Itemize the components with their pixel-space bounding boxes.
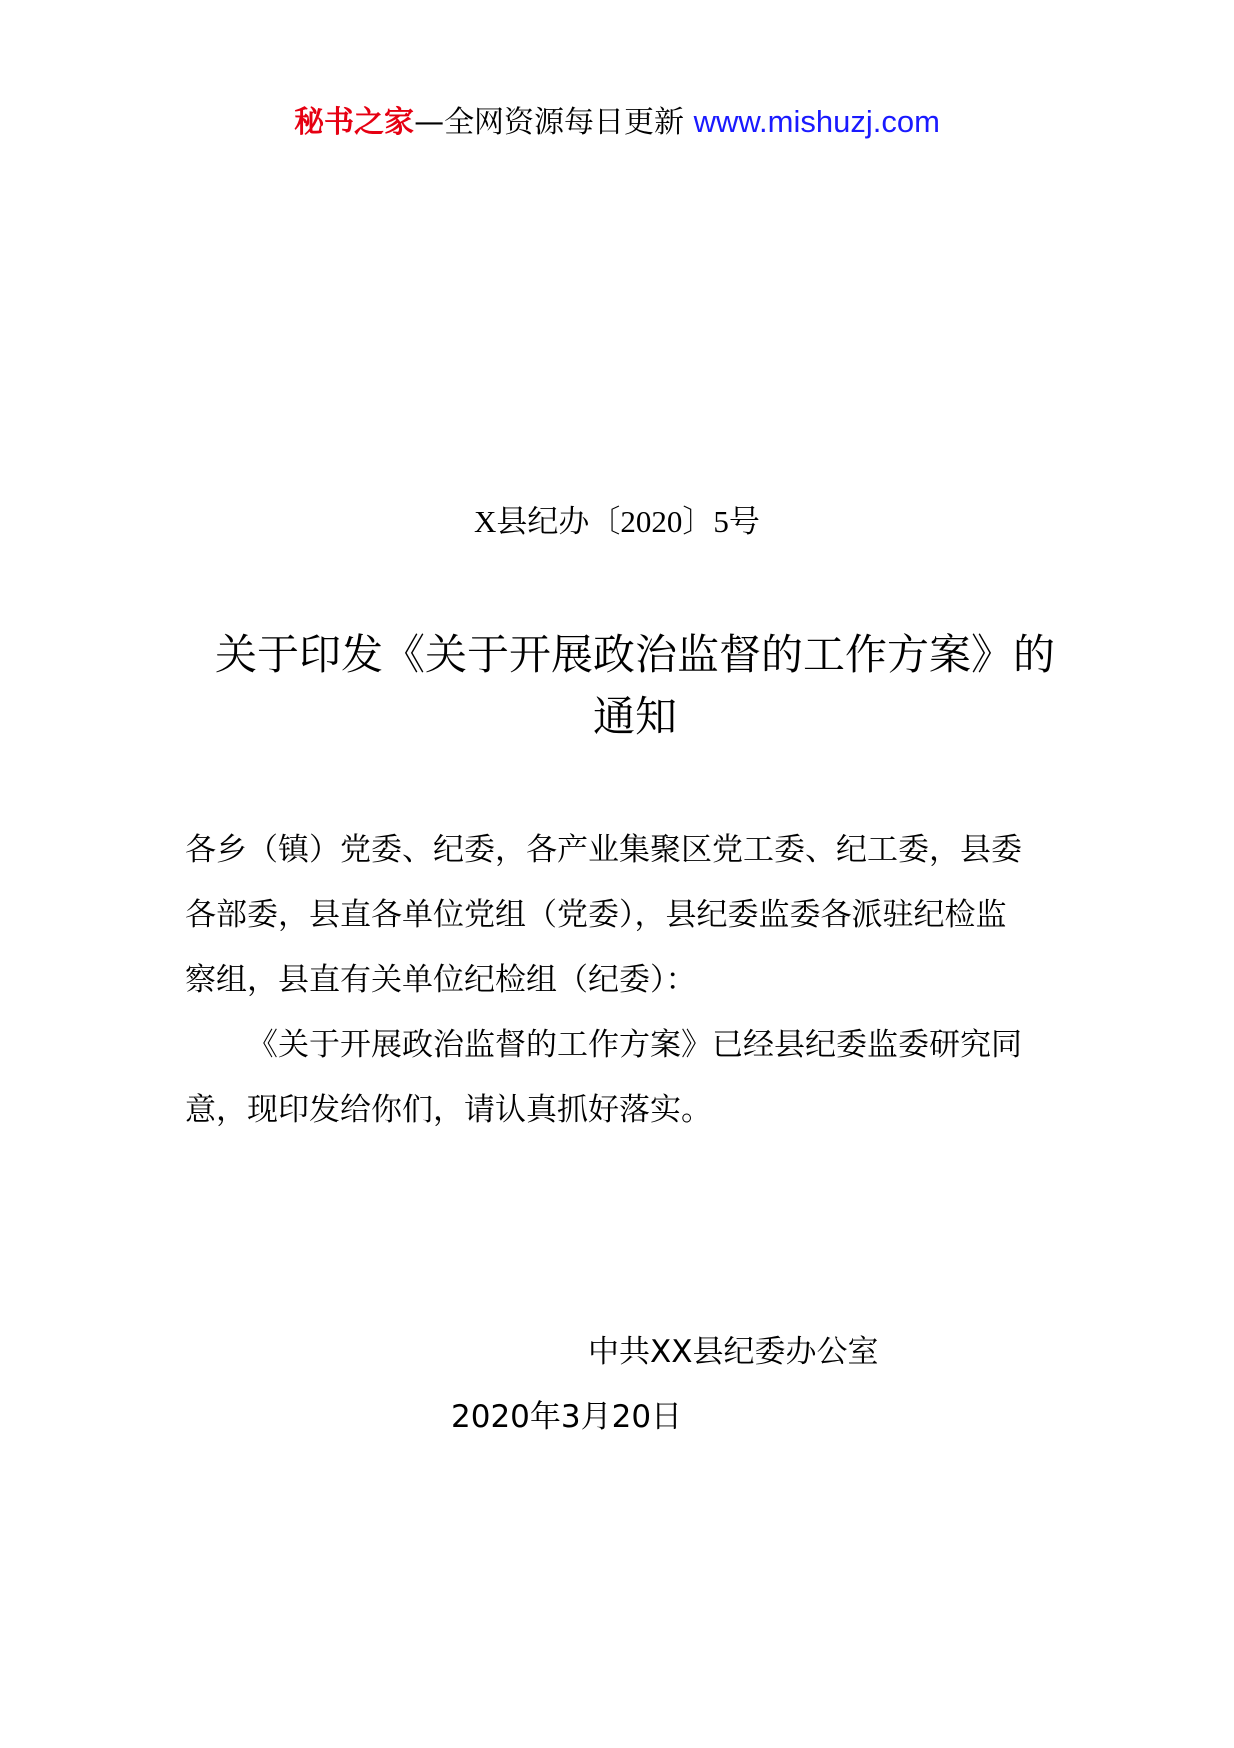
site-url-link[interactable]: www.mishuzj.com [693,104,940,139]
site-tagline: —全网资源每日更新 [414,105,685,140]
document-title-line-2: 通知 [592,692,677,741]
body-paragraph-line: 意，现印发给你们，请认真抓好落实。 [185,1092,712,1128]
issuing-office: 中共XX县纪委办公室 [588,1334,879,1370]
document-body [185,818,1085,1143]
addressee-line: 各部委，县直各单位党组（党委），县纪委监委各派驻纪检监 [185,897,1007,933]
site-brand: 秘书之家 [294,105,415,140]
document-number: X县纪办〔2020〕5号 [474,504,760,539]
issue-date: 2020年3月20日 [451,1399,683,1435]
addressee-line: 察组，县直有关单位纪检组（纪委）： [185,962,697,998]
addressee-line: 各乡（镇）党委、纪委，各产业集聚区党工委、纪工委，县委 [185,832,1022,868]
document-title [170,624,1100,748]
document-title-line-1: 关于印发《关于开展政治监督的工作方案》的 [214,630,1055,679]
site-header [0,100,1234,145]
body-paragraph-line: 《关于开展政治监督的工作方案》已经县纪委监委研究同 [247,1027,1022,1063]
